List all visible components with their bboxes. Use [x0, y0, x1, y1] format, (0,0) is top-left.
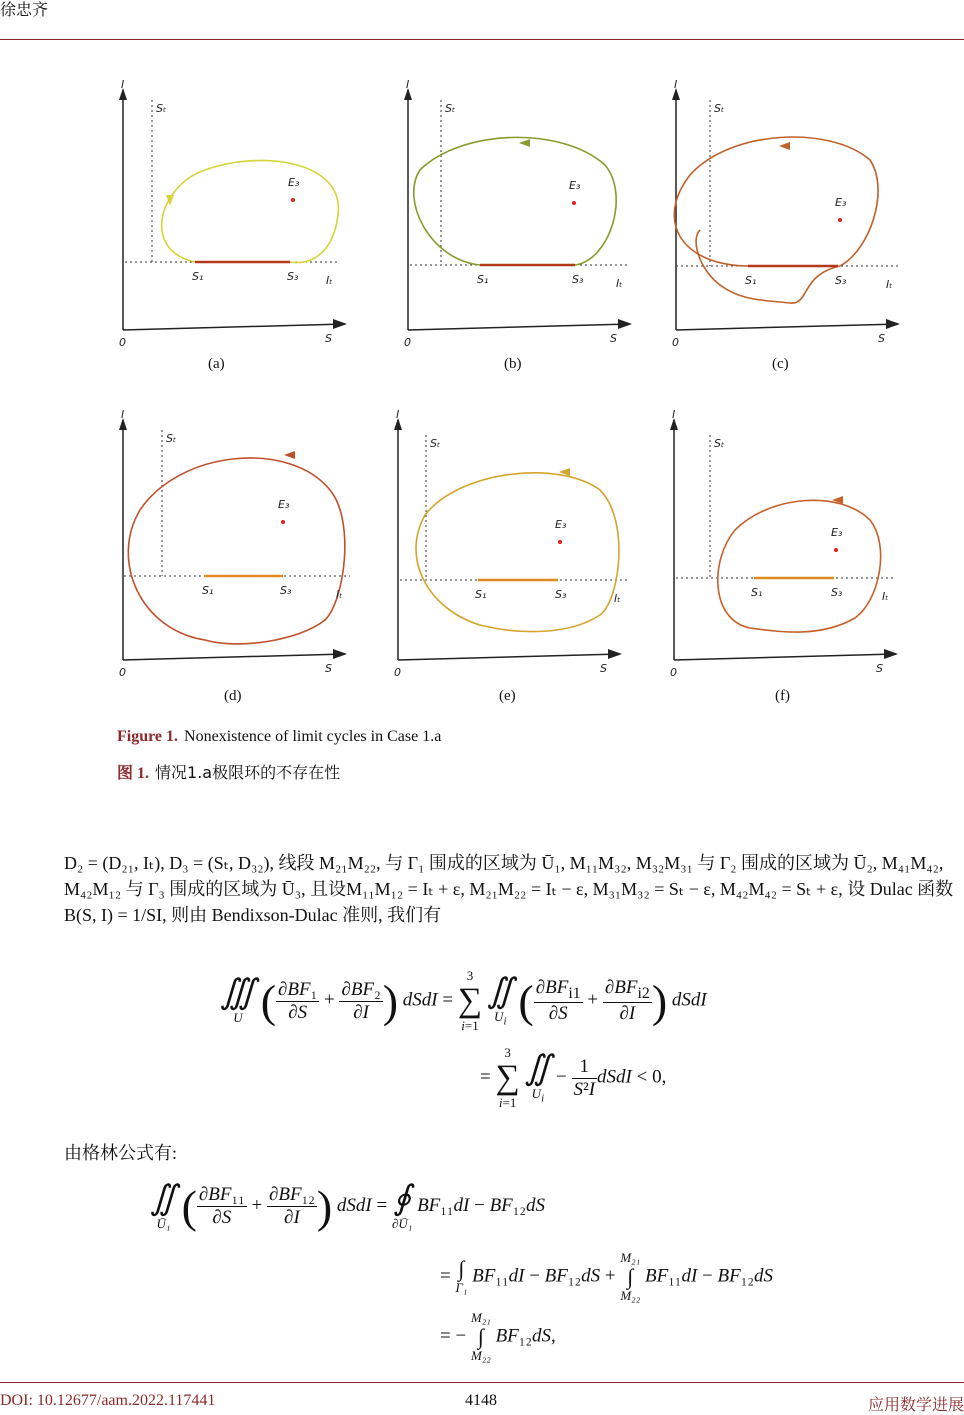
- caption-en: [117, 728, 441, 746]
- label-axis-s: S: [610, 332, 617, 345]
- label-s1: S₁: [745, 274, 757, 287]
- axis-s-arrow: [884, 649, 898, 659]
- page-footer: [0, 1382, 964, 1414]
- equation-green-1: ∬ Ū₁ ( $\frac{\text{∂BF₁₁}}{\partial S}$ + $\frac{\text{∂BF₁₂}}{\partial I}$ ) dSdI = ∮ ∂Ū₁ BF₁₁dI − BF₁₂dS: [150, 1179, 546, 1232]
- caption-en-prefix: Figure 1.: [117, 728, 179, 745]
- equation-dulac-1: ∭ U ( $\frac{\text{∂BF₁}}{\partial S}$ + $\frac{\text{∂BF₂}}{\partial I}$ ) dSdI = 3 ∑ i=1 ∬ $U_i$ ( $\frac{\partial BF_{i1}}{\partial S}$ + $\frac{\partial BF_{i2}}{\partial I}$ ) dSdI: [220, 968, 707, 1033]
- label-origin: 0: [404, 336, 411, 349]
- equation-green-2: = ∫ Γ₁ BF₁₁dI − BF₁₂dS + M₂₁ ∫ M₂₂ BF₁₁dI − BF₁₂dS: [440, 1250, 773, 1303]
- equilibrium-e3: [834, 548, 838, 552]
- label-it: Iₜ: [882, 590, 889, 603]
- label-it: Iₜ: [336, 588, 343, 601]
- panel-label-d: (d): [224, 688, 242, 704]
- panel-label-a: (a): [208, 356, 225, 372]
- label-axis-i: I: [672, 408, 676, 421]
- label-s1: S₁: [192, 270, 204, 283]
- label-s3: S₃: [555, 588, 567, 601]
- label-e3: E₃: [569, 179, 581, 192]
- axis-s: [674, 654, 896, 660]
- label-it: Iₜ: [886, 278, 893, 291]
- label-e3: E₃: [288, 176, 300, 189]
- panel-label-c: (c): [772, 356, 789, 372]
- label-e3: E₃: [278, 498, 290, 511]
- label-s1: S₁: [751, 586, 763, 599]
- label-s1: S₁: [475, 588, 487, 601]
- journal-name: 应用数学进展: [867, 1395, 964, 1414]
- panel-label-f: (f): [775, 688, 790, 704]
- label-s3: S₃: [831, 586, 843, 599]
- label-axis-s: S: [325, 662, 332, 675]
- label-s3: S₃: [572, 273, 584, 286]
- label-axis-i: I: [406, 78, 410, 91]
- label-axis-s: S: [878, 332, 885, 345]
- label-axis-s: S: [876, 662, 883, 675]
- label-origin: 0: [119, 666, 126, 679]
- label-st: Sₜ: [714, 437, 725, 450]
- running-author: 徐忠齐: [0, 0, 49, 19]
- label-st: Sₜ: [445, 102, 456, 115]
- caption-en-text: Nonexistence of limit cycles in Case 1.a: [184, 728, 442, 745]
- label-st: Sₜ: [156, 102, 167, 115]
- label-it: Iₜ: [326, 274, 333, 287]
- orbit-curve: [718, 500, 881, 632]
- label-axis-i: I: [121, 78, 125, 91]
- label-st: Sₜ: [430, 437, 441, 450]
- label-s3: S₃: [280, 584, 292, 597]
- label-e3: E₃: [831, 526, 843, 539]
- footer-rule: [0, 1382, 964, 1383]
- label-origin: 0: [670, 666, 677, 679]
- panel-label-e: (e): [499, 688, 516, 704]
- equation-green-3: = − M₂₁ ∫ M₂₂ BF₁₂dS,: [440, 1310, 556, 1363]
- page-number: 4148: [465, 1392, 497, 1409]
- label-s3: S₃: [835, 274, 847, 287]
- label-e3: E₃: [835, 196, 847, 209]
- doi-link[interactable]: DOI: 10.12677/aam.2022.117441: [0, 1392, 216, 1409]
- label-axis-i: I: [674, 78, 678, 91]
- label-e3: E₃: [555, 518, 567, 531]
- label-origin: 0: [119, 336, 126, 349]
- label-st: Sₜ: [714, 102, 725, 115]
- label-it: Iₜ: [616, 277, 623, 290]
- label-axis-s: S: [325, 332, 332, 345]
- label-st: Sₜ: [166, 432, 177, 445]
- label-origin: 0: [394, 666, 401, 679]
- label-s1: S₁: [477, 273, 489, 286]
- label-s3: S₃: [287, 270, 299, 283]
- caption-zh-prefix: 图 1.: [117, 765, 150, 782]
- equation-dulac-2: = 3 ∑ i=1 ∬ $U_i$ − $\frac{1}{\text{S²I}}$ dSdI < 0,: [480, 1045, 667, 1110]
- caption-zh: [117, 760, 340, 783]
- panel-label-b: (b): [504, 356, 522, 372]
- label-it: Iₜ: [614, 592, 621, 605]
- label-axis-i: I: [121, 408, 125, 421]
- label-s1: S₁: [202, 584, 214, 597]
- label-axis-i: I: [396, 408, 400, 421]
- body-paragraph: D₂ = (D₂₁, Iₜ), D₃ = (Sₜ, D₃₂), 线段 M₂₁M₂₂, 与 Γ₁ 围成的区域为 Ū₁, M₁₁M₃₂, M₃₂M₃₁ 与 Γ₂ 围成的区域为 Ū₂, M₄₁M₄₂, M₄₂M₁₂ 与 Γ₃ 围成的区域为 Ū₃, 且设M₁₁M₁₂ = Iₜ + ε, M₂₁M₂₂ = Iₜ − ε, M₃₁M₃₂ = Sₜ − ε, M₄₂M₄₂ = Sₜ + ε, 设 Dulac 函数 B(S, I) = 1/SI, 则由 Bendixson-Dulac 准则, 我们有: [64, 853, 954, 925]
- green-intro: 由格林公式有:: [64, 1143, 178, 1163]
- label-origin: 0: [672, 336, 679, 349]
- label-axis-s: S: [600, 662, 607, 675]
- caption-zh-text: 情况1.a极限环的不存在性: [155, 763, 341, 782]
